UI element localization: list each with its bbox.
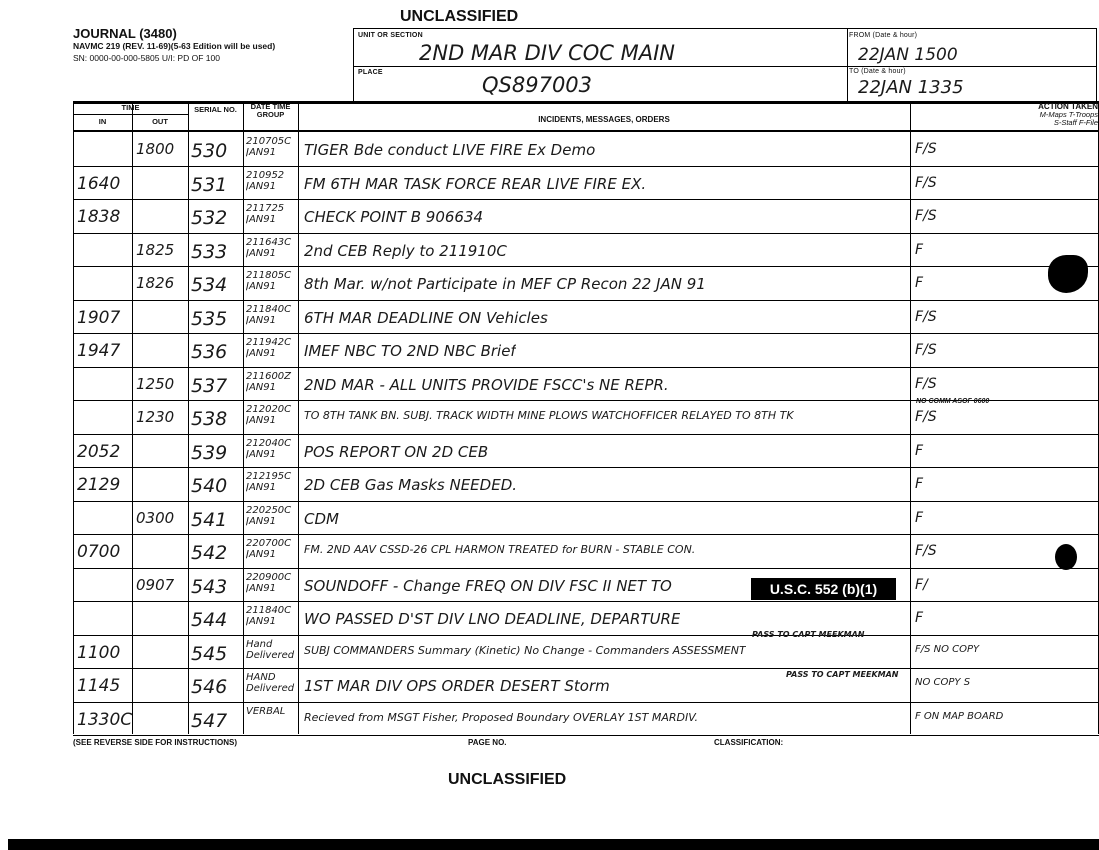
row-action-taken: F/S: [915, 141, 937, 157]
row-message: FM. 2ND AAV CSSD-26 CPL HARMON TREATED for BURN - STABLE CON.: [304, 543, 696, 556]
col-header-time: TIME: [121, 103, 140, 112]
footer-instructions: (SEE REVERSE SIDE FOR INSTRUCTIONS): [73, 738, 238, 747]
row-date-time-group: 210705C JAN91: [246, 136, 292, 158]
row-serial-no: 535: [191, 307, 228, 330]
row-time-out: 1250: [136, 374, 175, 393]
from-value: 22JAN 1500: [858, 45, 958, 65]
row-date-time-group: 212195C JAN91: [246, 471, 292, 493]
from-label: FROM (Date & hour): [849, 32, 918, 39]
place-label: PLACE: [358, 69, 383, 76]
ink-blot: [1055, 544, 1077, 570]
row-date-time-group: 211600Z JAN91: [246, 370, 292, 393]
row-action-taken: F/S NO COPY: [915, 643, 980, 655]
row-serial-no: 531: [191, 173, 228, 196]
row-time-out: 0300: [136, 508, 175, 527]
row-action-taken: NO COPY S: [915, 677, 971, 688]
row-rule: [73, 501, 1099, 502]
row-rule: [73, 166, 1099, 167]
row-date-time-group: 220900C JAN91: [246, 571, 292, 594]
row-time-out: 1800: [136, 140, 175, 158]
row-action-taken: F: [915, 476, 924, 492]
col-header-in: IN: [98, 117, 107, 126]
unit-value: 2ND MAR DIV COC MAIN: [419, 41, 675, 65]
row-rule: [73, 266, 1099, 267]
row-message: WO PASSED D'ST DIV LNO DEADLINE, DEPARTURE: [304, 610, 681, 628]
row-action-taken: F: [915, 610, 924, 626]
row-message: FM 6TH MAR TASK FORCE REAR LIVE FIRE EX.: [304, 174, 647, 193]
row-rule: [73, 333, 1099, 334]
row-serial-no: 536: [191, 341, 228, 363]
scan-edge-bar: [8, 839, 1099, 850]
row-serial-no: 543: [191, 575, 228, 598]
note-pass-2: PASS TO CAPT MEEKMAN: [786, 670, 899, 679]
row-time-out: 1825: [136, 240, 175, 259]
row-rule: [73, 635, 1099, 636]
row-time-in: 1100: [77, 642, 121, 663]
row-action-taken: F/: [915, 576, 928, 593]
col-header-action-sub1: M-Maps T-Troops: [1039, 110, 1098, 119]
unit-label: UNIT OR SECTION: [358, 32, 423, 39]
row-serial-no: 542: [191, 542, 228, 564]
row-serial-no: 537: [191, 374, 228, 397]
classification-bottom: UNCLASSIFIED: [448, 771, 567, 788]
row-time-in: 1330C: [77, 709, 133, 730]
row-action-taken: F/S: [915, 375, 937, 392]
row-serial-no: 530: [191, 140, 228, 162]
row-rule: [73, 534, 1099, 535]
row-rule: [73, 601, 1099, 602]
row-message: POS REPORT ON 2D CEB: [304, 442, 489, 461]
row-serial-no: 538: [191, 408, 228, 430]
row-action-taken: F/S: [915, 174, 937, 191]
row-serial-no: 547: [191, 709, 228, 732]
row-message: TIGER Bde conduct LIVE FIRE Ex Demo: [304, 141, 596, 159]
note-pass-1: PASS TO CAPT MEEKMAN: [752, 630, 865, 639]
row-date-time-group: 211725 JAN91: [246, 203, 285, 225]
unit-box: [353, 28, 848, 67]
row-time-in: 1640: [77, 173, 121, 194]
row-date-time-group: 220700C JAN91: [246, 538, 292, 560]
header-bottom-rule: [73, 130, 1099, 132]
row-serial-no: 532: [191, 207, 228, 229]
row-action-taken: F: [915, 442, 924, 459]
row-date-time-group: VERBAL: [246, 705, 286, 717]
row-date-time-group: 211840C JAN91: [246, 605, 292, 627]
form-stock-number: SN: 0000-00-000-5805 U/I: PD OF 100: [73, 53, 220, 63]
row-date-time-group: Hand Delivered: [246, 638, 295, 661]
row-action-taken: F: [915, 509, 924, 526]
row-rule: [73, 367, 1099, 368]
row-message: 2nd CEB Reply to 211910C: [304, 241, 507, 260]
row-rule: [73, 668, 1099, 669]
row-message: CDM: [304, 509, 339, 528]
row-time-out: 0907: [136, 575, 175, 594]
row-time-in: 0700: [77, 542, 121, 562]
row-time-in: 1838: [77, 207, 121, 227]
row-serial-no: 540: [191, 475, 228, 497]
col-header-out: OUT: [152, 117, 168, 126]
row-serial-no: 546: [191, 676, 228, 698]
row-message: CHECK POINT B 906634: [304, 208, 484, 226]
time-split: [73, 114, 188, 115]
classification-top: UNCLASSIFIED: [400, 8, 519, 25]
row-date-time-group: 211643C JAN91: [246, 236, 292, 259]
row-message: 8th Mar. w/not Participate in MEF CP Recon 22 JAN 91: [304, 275, 706, 293]
redaction-box: U.S.C. 552 (b)(1): [751, 578, 896, 600]
to-box: [846, 66, 1097, 102]
col-header-action: ACTION TAKEN: [1038, 102, 1098, 111]
row-date-time-group: 220250C JAN91: [246, 504, 292, 527]
row-action-taken: F: [915, 275, 924, 291]
row-serial-no: 539: [191, 441, 228, 464]
row-time-in: 1145: [77, 676, 121, 696]
row-date-time-group: 211942C JAN91: [246, 337, 292, 359]
row-date-time-group: 210952 JAN91: [246, 169, 285, 192]
row-message: Recieved from MSGT Fisher, Proposed Boundary OVERLAY 1ST MARDIV.: [304, 710, 698, 724]
row-date-time-group: 212040C JAN91: [246, 437, 292, 460]
ink-blot: [1048, 255, 1088, 293]
row-action-taken: F: [915, 241, 924, 258]
row-message: SUBJ COMMANDERS Summary (Kinetic) No Change - Commanders ASSESSMENT: [304, 643, 746, 657]
row-action-taken: F/S: [915, 409, 937, 425]
row-serial-no: 533: [191, 240, 228, 263]
row-serial-no: 534: [191, 274, 228, 296]
row-message: 6TH MAR DEADLINE ON Vehicles: [304, 308, 548, 327]
row-message: 1ST MAR DIV OPS ORDER DESERT Storm: [304, 677, 610, 695]
note-no-comm: NO COMM ASOF 0600: [916, 398, 990, 405]
row-action-taken: F/S: [915, 342, 937, 358]
row-rule: [73, 300, 1099, 301]
row-serial-no: 545: [191, 642, 228, 665]
col-header-action-sub2: S-Staff F-File: [1053, 118, 1098, 127]
row-date-time-group: 211840C JAN91: [246, 303, 292, 326]
row-rule: [73, 467, 1099, 468]
row-time-out: 1230: [136, 408, 175, 426]
place-value: QS897003: [482, 73, 593, 97]
row-rule: [73, 568, 1099, 569]
form-title: JOURNAL (3480): [73, 26, 177, 41]
footer-page-no: PAGE NO.: [468, 738, 507, 747]
row-date-time-group: 211805C JAN91: [246, 270, 292, 292]
row-serial-no: 544: [191, 609, 228, 631]
col-header-serial: SERIAL NO.: [194, 105, 237, 114]
row-action-taken: F/S: [915, 308, 937, 325]
row-rule: [73, 434, 1099, 435]
col-header-dtg: DATE TIME GROUP: [250, 102, 291, 119]
row-time-out: 1826: [136, 274, 175, 292]
row-rule: [73, 233, 1099, 234]
row-date-time-group: HAND Delivered: [246, 672, 295, 694]
to-value: 22JAN 1335: [858, 77, 964, 98]
form-info: [73, 28, 275, 64]
row-rule: [73, 702, 1099, 703]
row-message: IMEF NBC TO 2ND NBC Brief: [304, 342, 516, 360]
row-message: 2ND MAR - ALL UNITS PROVIDE FSCC's NE REPR.: [304, 375, 669, 394]
from-box: [846, 28, 1097, 67]
row-serial-no: 541: [191, 508, 228, 531]
row-time-in: 2052: [77, 441, 121, 462]
row-action-taken: F/S: [915, 543, 937, 559]
place-box: [353, 66, 848, 102]
to-label: TO (Date & hour): [849, 68, 906, 75]
row-action-taken: F/S: [915, 208, 937, 224]
row-message: SOUNDOFF - Change FREQ ON DIV FSC II NET TO: [304, 576, 672, 595]
footer-classification: CLASSIFICATION:: [714, 738, 784, 747]
row-time-in: 1947: [77, 341, 121, 361]
row-rule: [73, 735, 1099, 736]
row-message: TO 8TH TANK BN. SUBJ. TRACK WIDTH MINE PLOWS WATCHOFFICER RELAYED TO 8TH TK: [304, 409, 794, 422]
row-time-in: 1907: [77, 307, 121, 328]
row-date-time-group: 212020C JAN91: [246, 404, 292, 426]
form-revision: NAVMC 219 (REV. 11-69)(5-63 Edition will be used): [73, 41, 276, 51]
col-header-incidents: INCIDENTS, MESSAGES, ORDERS: [538, 115, 670, 124]
row-rule: [73, 199, 1099, 200]
row-action-taken: F ON MAP BOARD: [915, 710, 1004, 722]
row-message: 2D CEB Gas Masks NEEDED.: [304, 476, 518, 494]
row-time-in: 2129: [77, 475, 121, 495]
